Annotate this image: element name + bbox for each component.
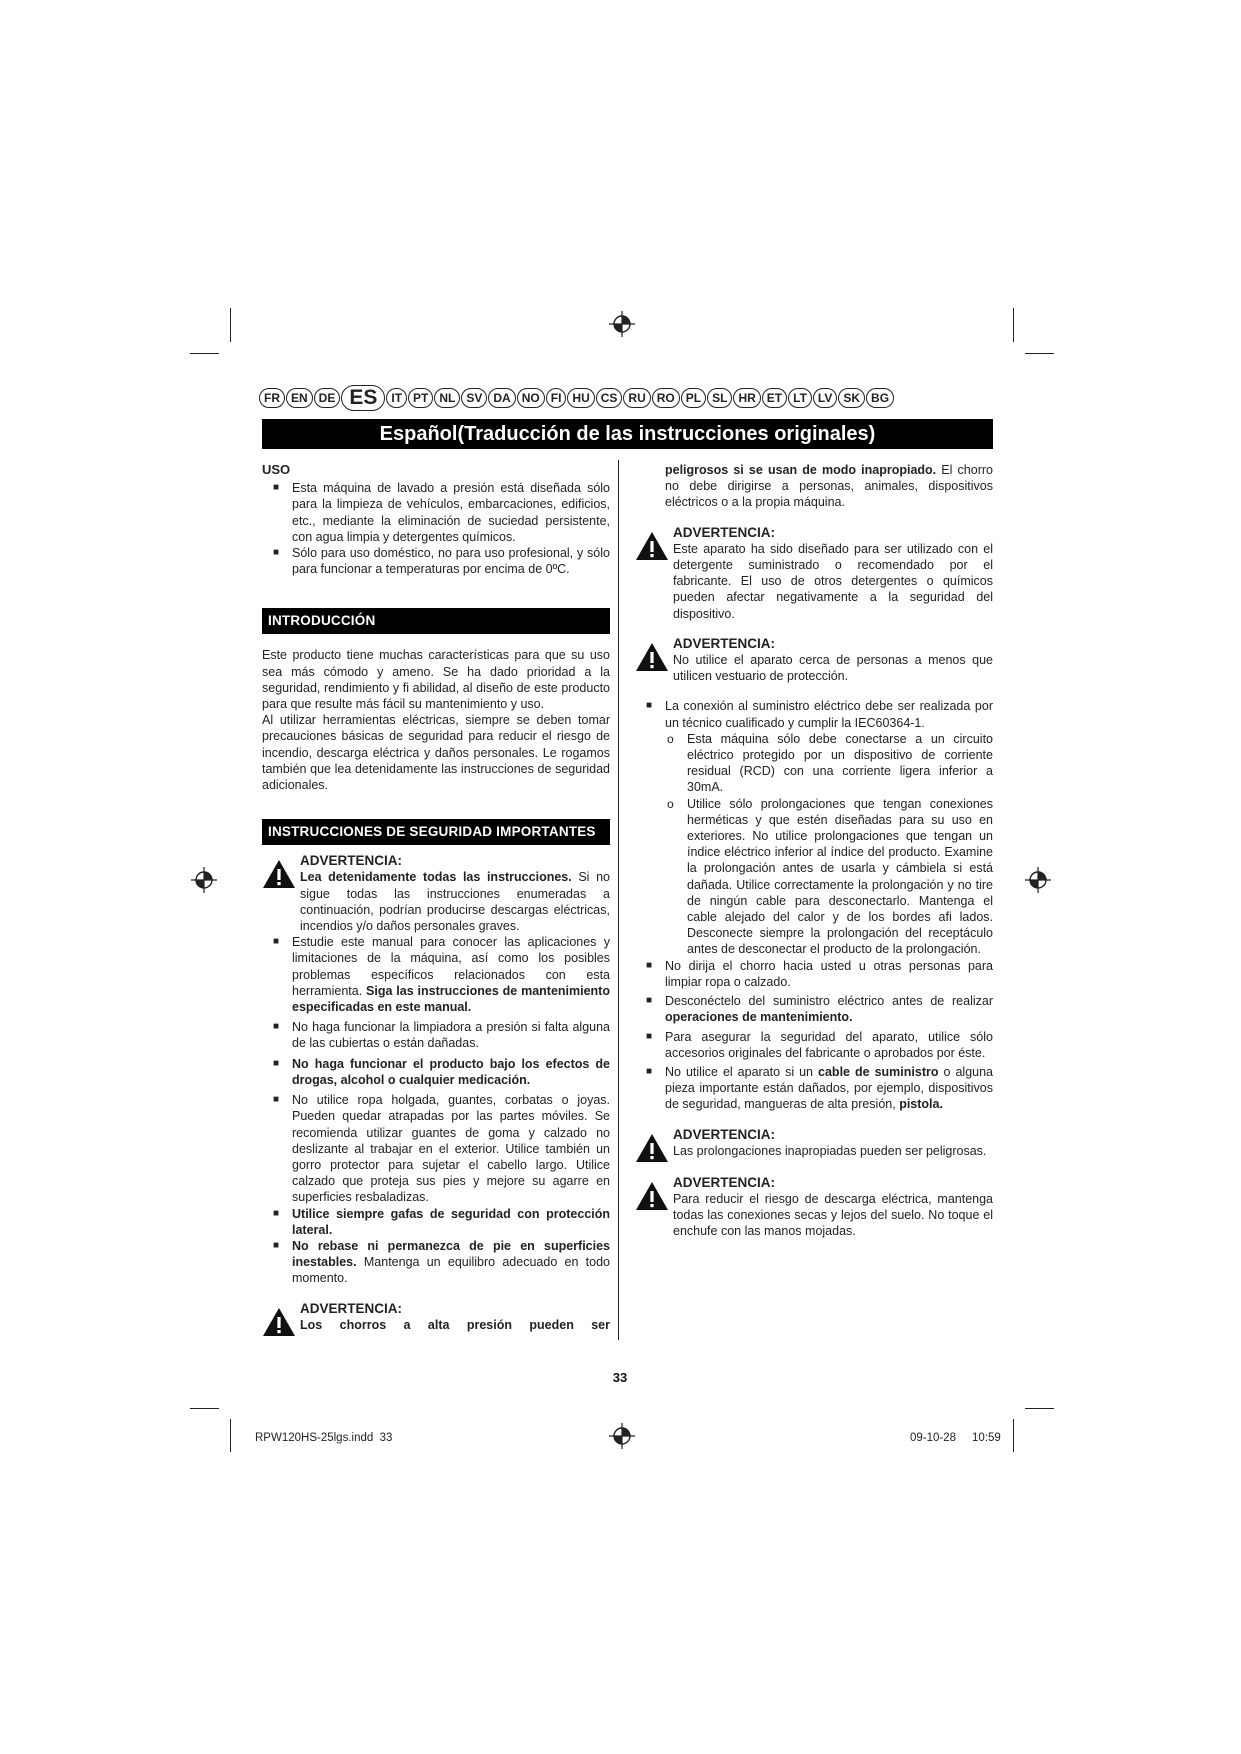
crop-mark [230,1419,231,1452]
bullet-bold-text: operaciones de mantenimiento. [665,1010,853,1025]
electrical-bullet [635,1064,993,1113]
warning-label: ADVERTENCIA: [300,1300,403,1316]
warning-label: ADVERTENCIA: [673,1174,776,1190]
warning-block [635,1175,993,1240]
crop-mark [1025,353,1054,354]
registration-mark-icon [609,311,635,337]
language-pill-es[interactable]: ES [341,385,385,411]
language-pill-nl[interactable]: NL [434,388,460,408]
warning-text: Las prolongaciones inapropiadas pueden ser peligrosas. [673,1143,987,1158]
crop-mark [190,353,219,354]
warning-triangle-icon [635,531,669,561]
crop-mark [230,308,231,342]
bullet-bold-text: No rebase ni permanezca de pie en superficies inestables. [292,1238,610,1270]
safety-bullet [262,1206,610,1238]
uso-heading: USO [262,462,291,477]
language-pill-ro[interactable]: RO [652,388,680,408]
warning-block [635,525,993,622]
warning-triangle-icon [635,1181,669,1211]
warning-triangle-icon [262,1307,296,1337]
language-pill-hu[interactable]: HU [567,388,594,408]
footer-time: 10:59 [972,1432,1001,1444]
warning-triangle-icon [635,1133,669,1163]
language-pill-pt[interactable]: PT [408,388,433,408]
warning-triangle-icon [635,642,669,672]
safety-bullet [262,934,610,1015]
language-selector [259,385,997,411]
intro-paragraph: Este producto tiene muchas características para que su uso sea más cómodo y ameno. Se ha dado prioridad a la seguridad, rendimiento y fi abilidad, al diseño de este producto para que resulte más fácil su mantenimiento y uso. [262,648,610,712]
language-pill-pl[interactable]: PL [681,388,706,408]
crop-mark [1025,1408,1054,1409]
language-pill-da[interactable]: DA [488,388,515,408]
language-pill-lv[interactable]: LV [813,388,837,408]
uso-bullet: ■ Esta máquina de lavado a presión está diseñada sólo para la limpieza de vehículos, embarcaciones, edificios, etc., mediante la eliminación de suciedad persistente, con agua limpia y detergentes químicos. [262,480,610,545]
warning-text: Si no sigue todas las instrucciones enumeradas a continuación, podrían producirse descargas eléctricas, incendios y/o daños personales graves. [300,870,610,934]
language-pill-it[interactable]: IT [386,388,407,408]
footer-timestamp [910,1432,1001,1444]
language-pill-cs[interactable]: CS [596,388,623,408]
registration-mark-icon [609,1423,635,1449]
language-pill-de[interactable]: DE [314,388,341,408]
section-heading-seguridad: INSTRUCCIONES DE SEGURIDAD IMPORTANTES [262,819,610,845]
warning-bold-text: Lea detenidamente todas las instrucciones. [300,870,572,885]
electrical-subitem: o Esta máquina sólo debe conectarse a un circuito eléctrico protegido por un dispositivo de corriente residual (RCD) con una corriente ligera inferior a 30mA. [635,731,993,796]
warning-label: ADVERTENCIA: [673,524,776,540]
warning-label: ADVERTENCIA: [300,853,403,869]
page-title: Español(Traducción de las instrucciones originales) [262,419,993,449]
warning-text: El chorro no debe dirigirse a personas, animales, dispositivos eléctricos o a la propia máquina. [665,463,993,510]
language-pill-no[interactable]: NO [517,388,545,408]
language-pill-en[interactable]: EN [286,388,313,408]
bullet-text: o alguna pieza importante están dañados, por ejemplo, dispositivos de seguridad, mangueras de alta presión, [665,1064,994,1112]
electrical-bullet: ■ La conexión al suministro eléctrico debe ser realizada por un técnico cualificado y cumplir la IEC60364-1. [635,698,993,730]
crop-mark [190,1408,219,1409]
column-divider [618,460,619,1340]
language-pill-ru[interactable]: RU [623,388,650,408]
registration-mark-icon [191,867,217,893]
language-pill-sv[interactable]: SV [461,388,487,408]
warning-block [635,1127,993,1161]
bullet-text: No utilice el aparato si un [665,1064,814,1079]
footer-filename: RPW120HS-25lgs.indd [255,1432,374,1444]
bullet-bold-text: pistola. [899,1097,943,1112]
uso-bullet: ■ Sólo para uso doméstico, no para uso profesional, y sólo para funcionar a temperaturas por encima de 0ºC. [262,545,610,577]
warning-label: ADVERTENCIA: [673,1126,776,1142]
language-pill-sl[interactable]: SL [707,388,732,408]
bullet-bold-text: Utilice siempre gafas de seguridad con protección lateral. [292,1206,610,1237]
crop-mark [1013,1419,1014,1452]
warning-text: Para reducir el riesgo de descarga eléctrica, mantenga todas las conexiones secas y lejos del suelo. No toque el enchufe con las manos mojadas. [673,1191,993,1239]
bullet-text: Estudie este manual para conocer las aplicaciones y limitaciones de la máquina, así como los posibles problemas específicos relacionados con esta herramienta. [292,935,610,998]
warning-block [635,636,993,685]
bullet-bold-text: No haga funcionar el producto bajo los efectos de drogas, alcohol o cualquier medicación. [292,1056,610,1087]
language-pill-hr[interactable]: HR [733,388,760,408]
right-column [635,462,993,1239]
bullet-bold-text: cable de suministro [818,1064,939,1079]
intro-paragraph: Al utilizar herramientas eléctricas, siempre se deben tomar precauciones básicas de seguridad para reducir el riesgo de incendio, descarga eléctrica y daños personales. Le rogamos también que lea detenidamente las instrucciones de seguridad adicionales. [262,713,610,793]
language-pill-fr[interactable]: FR [259,388,285,408]
warning-block [262,1301,610,1335]
electrical-bullet: ■ Para asegurar la seguridad del aparato, utilice sólo accesorios originales del fabricante o aprobados por éste. [635,1029,993,1061]
bullet-bold-text: Siga las instrucciones de mantenimiento especificadas en este manual. [292,983,610,1015]
safety-bullet: ■ No utilice ropa holgada, guantes, corbatas o joyas. Pueden quedar atrapadas por las partes móviles. Se recomienda utilizar guantes de goma y calzado no deslizante al trabajar en el exterior. Utilice también un gorro protector para sujetar el cabello largo. Utilice calzado que proteja sus pies y mejore su agarre en superficies resbaladizas. [262,1092,610,1205]
language-pill-et[interactable]: ET [762,388,787,408]
warning-continuation [635,462,993,511]
electrical-bullet: ■ No dirija el chorro hacia usted u otras personas para limpiar ropa o calzado. [635,958,993,990]
warning-text: No utilice el aparato cerca de personas a menos que utilicen vestuario de protección. [673,653,993,684]
safety-bullet [262,1238,610,1287]
warning-bold-text: Los chorros a alta presión pueden ser [300,1317,610,1332]
registration-mark-icon [1025,867,1051,893]
bullet-text: Mantenga un equilibro adecuado en todo momento. [292,1255,610,1286]
warning-text: Este aparato ha sido diseñado para ser utilizado con el detergente suministrado o recomendado por el fabricante. El uso de otros detergentes o químicos pueden afectar negativamente a la seguridad del dispositivo. [673,541,993,621]
warning-bold-text: peligrosos si se usan de modo inapropiado. [665,463,937,477]
language-pill-lt[interactable]: LT [788,388,812,408]
section-heading-introduccion: INTRODUCCIÓN [262,608,610,634]
warning-block [262,853,610,934]
language-pill-bg[interactable]: BG [866,388,894,408]
footer-file [255,1432,392,1444]
electrical-subitem: o Utilice sólo prolongaciones que tengan conexiones herméticas y que estén diseñadas para su uso en exteriores. No utilice prolongaciones que tengan un índice eléctrico inferior al índice del producto. Examine la prolongación antes de usarla y cámbiela si está dañada. Utilice correctamente la prolongación y no tire de ningún cable para desconectarlo. Mantenga el cable alejado del calor y de los bordes afi lados. Desconecte siempre la prolongación del receptáculo antes de desconectar el producto de la prolongación. [635,796,993,958]
footer-file-page: 33 [379,1432,393,1444]
safety-bullet [262,1056,610,1088]
language-pill-fi[interactable]: FI [546,388,567,408]
safety-bullet: ■ No haga funcionar la limpiadora a presión si falta alguna de las cubiertas o están dañadas. [262,1019,610,1051]
page-number: 33 [612,1370,628,1385]
language-pill-sk[interactable]: SK [838,388,865,408]
electrical-bullet [635,993,993,1025]
footer-date: 09-10-28 [910,1432,957,1444]
warning-label: ADVERTENCIA: [673,635,776,651]
warning-triangle-icon [262,859,296,889]
bullet-text: Desconéctelo del suministro eléctrico antes de realizar [665,994,993,1009]
left-column [262,462,610,1335]
crop-mark [1013,308,1014,342]
